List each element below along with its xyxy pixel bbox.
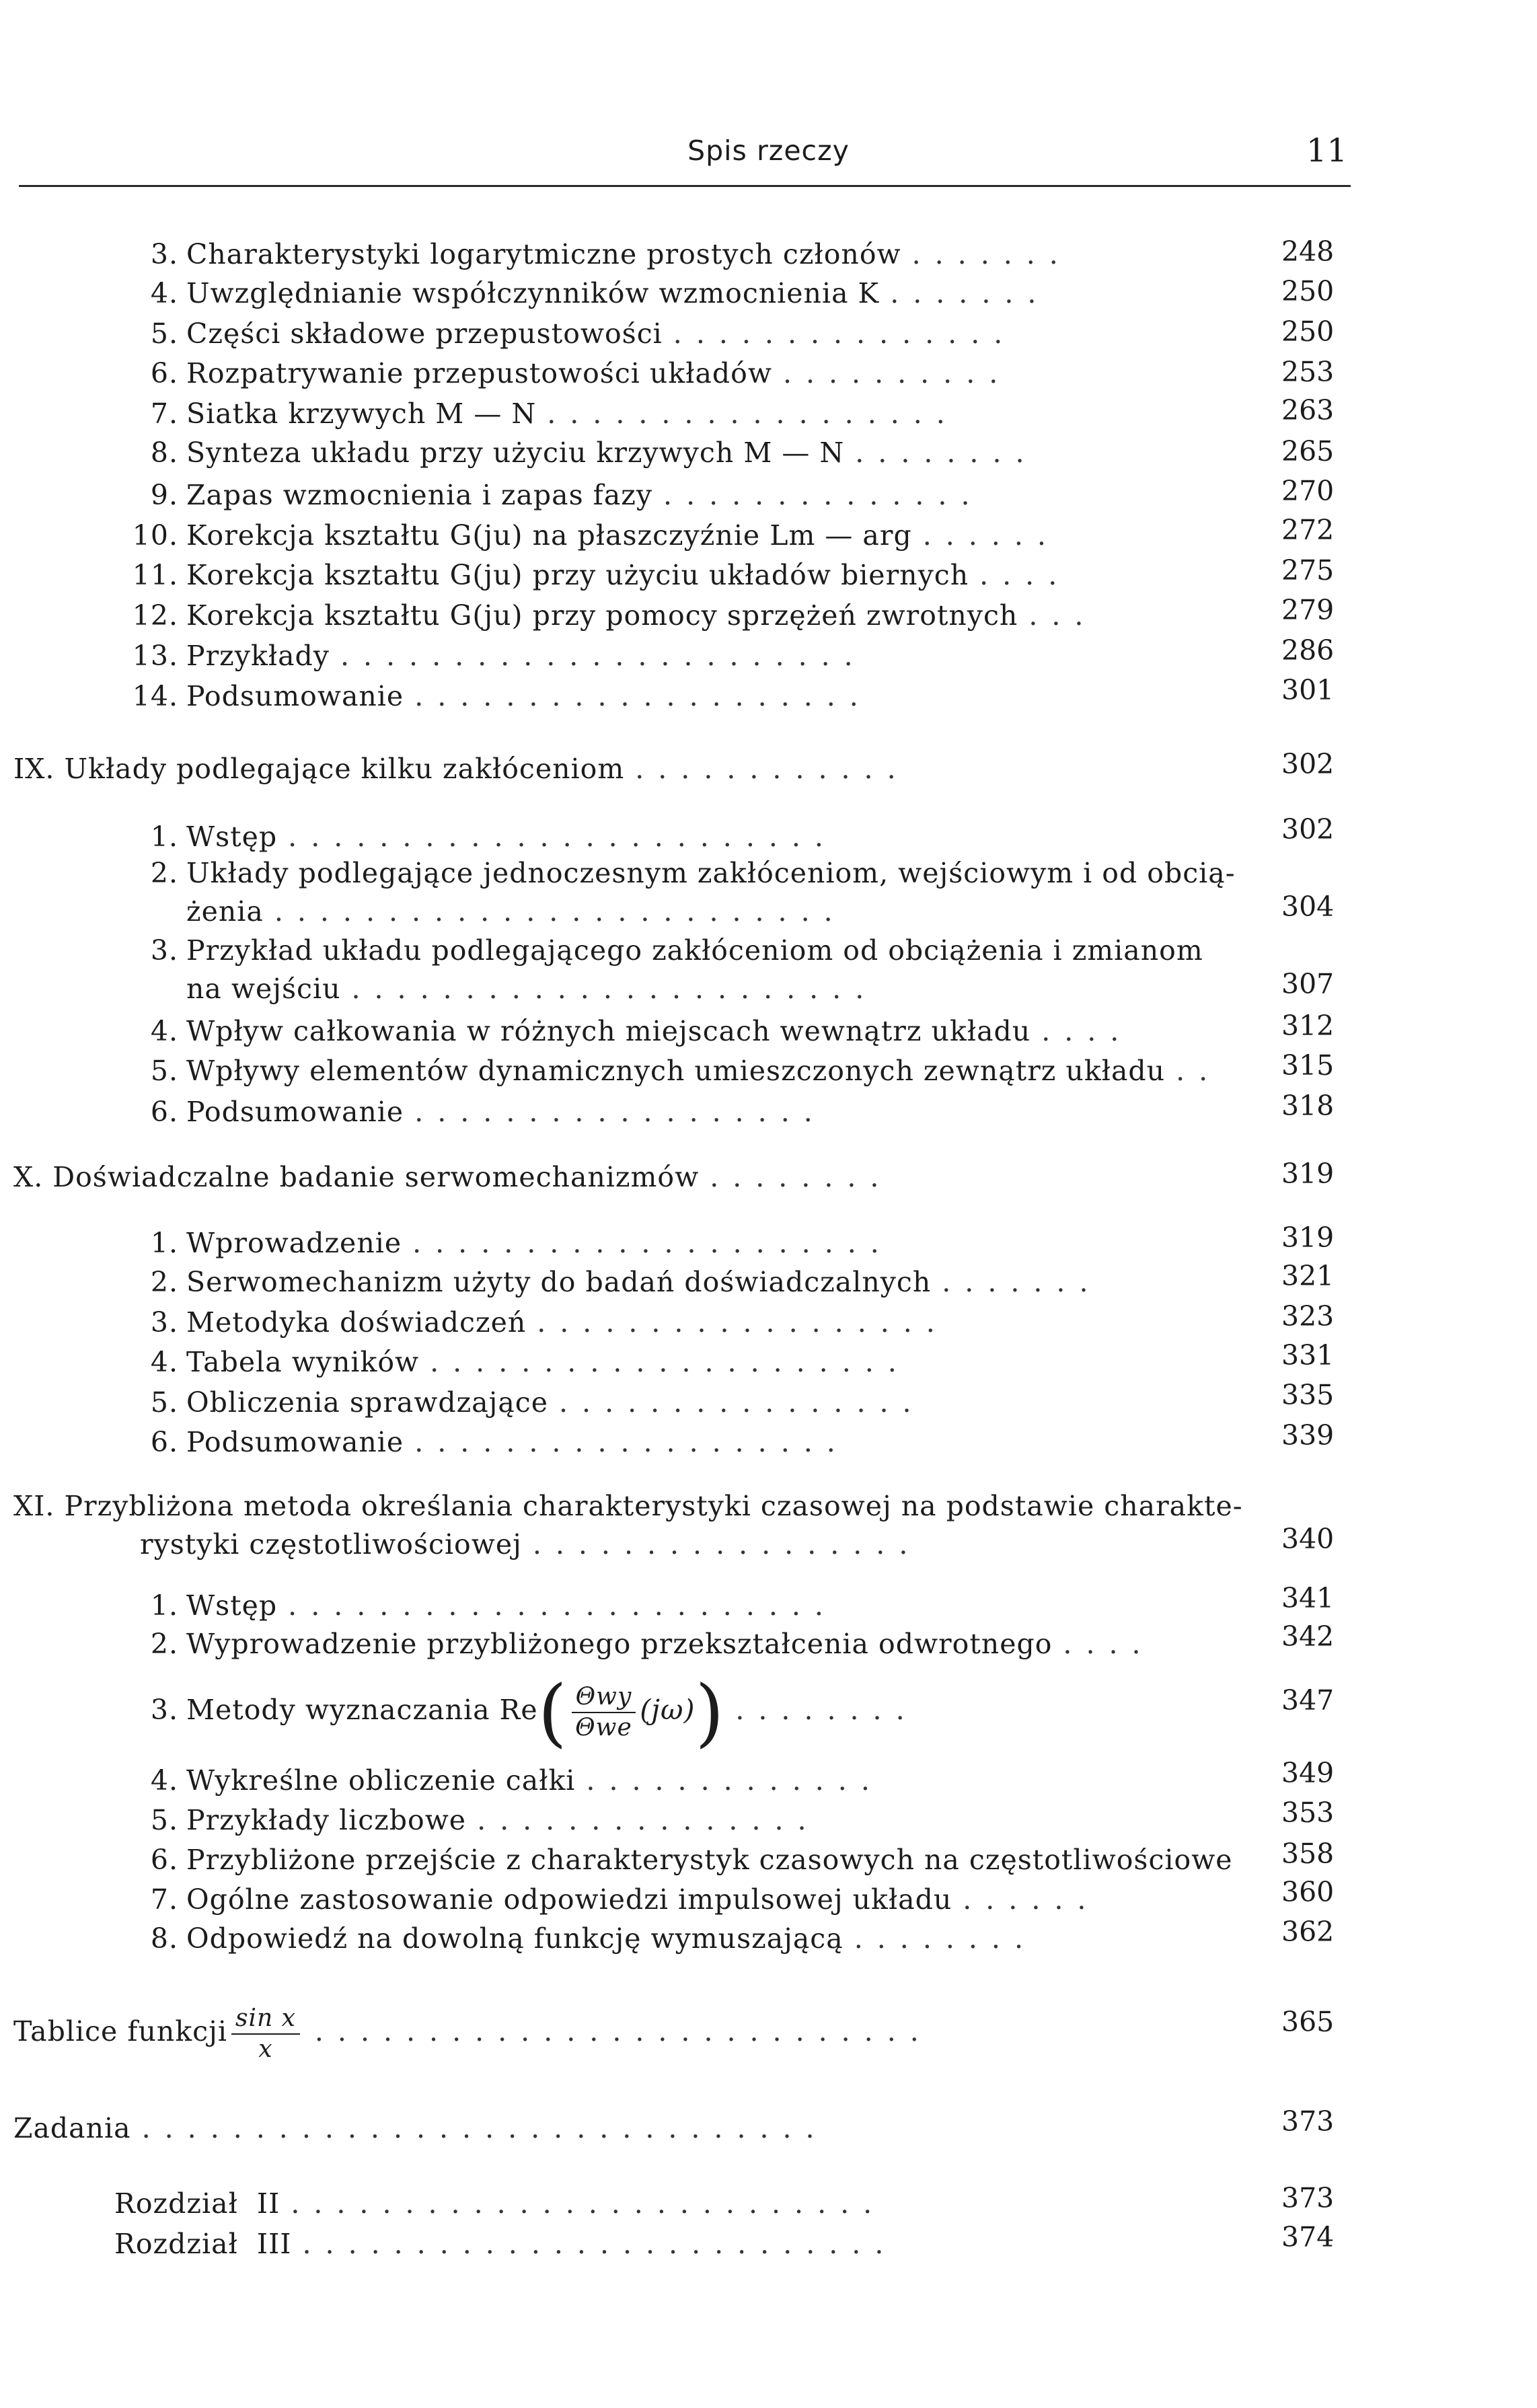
ratio-fraction: $\frac{\text{Θwy}}{\text{Θwe}}$: [572, 1682, 636, 1743]
toc-page-ref: 347: [1281, 1684, 1335, 1717]
chapter-heading-xi: XI. Przybliżona metoda określania charakterystyki czasowej na podstawie charakte-: [13, 1490, 1243, 1522]
toc-page-ref: 304: [1281, 891, 1335, 923]
toc-page-ref: 358: [1281, 1838, 1335, 1870]
tables-heading: Tablice funkcji $\frac{\text{sin x}}{x}$ ...........................: [13, 2004, 933, 2063]
toc-entry: 14. Podsumowanie ....................: [132, 680, 872, 712]
toc-entry-continuation: żenia .........................: [186, 895, 847, 928]
toc-page-ref: 302: [1281, 813, 1335, 845]
toc-page-ref: 279: [1281, 594, 1335, 626]
toc-page-ref: 339: [1281, 1419, 1335, 1452]
toc-entry: 3. Metodyka doświadczeń ..................: [150, 1306, 949, 1339]
toc-page-ref: 319: [1281, 1158, 1335, 1190]
problems-heading: Zadania ..............................: [13, 2112, 829, 2144]
toc-entry: 9. Zapas wzmocnienia i zapas fazy ..............: [150, 479, 984, 511]
right-paren: ): [695, 1669, 725, 1756]
toc-page-ref: 307: [1281, 968, 1335, 1000]
toc-entry: 6. Podsumowanie ...................: [150, 1426, 850, 1458]
toc-entry: Rozdział II ..........................: [114, 2187, 887, 2220]
toc-entry: 2. Układy podlegające jednoczesnym zakłóceniom, wejściowym i od obcią-: [150, 857, 1236, 889]
chapter-heading-continuation: rystyki częstotliwościowej .................: [140, 1528, 922, 1560]
toc-page-ref: 331: [1281, 1339, 1335, 1371]
toc-entry: 6. Przybliżone przejście z charakterystyk czasowych na częstotliwościowe: [150, 1844, 1233, 1876]
toc-page-ref: 349: [1281, 1757, 1335, 1789]
toc-page-ref: 342: [1281, 1620, 1335, 1653]
toc-entry: 8. Synteza układu przy użyciu krzywych M — N ........: [150, 437, 1039, 469]
toc-page-ref: 318: [1281, 1090, 1335, 1122]
page-number: 11: [1306, 132, 1347, 170]
toc-entry: 6. Rozpatrywanie przepustowości układów ..........: [150, 357, 1012, 389]
toc-entry: Rozdział III ..........................: [114, 2228, 898, 2260]
toc-entry: 7. Siatka krzywych M — N ..................: [150, 398, 959, 430]
toc-entry: 5. Wpływy elementów dynamicznych umieszczonych zewnątrz układu ..: [150, 1055, 1222, 1087]
toc-entry: 2. Wyprowadzenie przybliżonego przekształcenia odwrotnego ....: [150, 1628, 1155, 1660]
toc-page-ref: 286: [1281, 634, 1335, 667]
toc-entry: 5. Części składowe przepustowości ...............: [150, 317, 1017, 350]
toc-page-ref: 315: [1281, 1049, 1335, 1082]
toc-page-ref: 265: [1281, 435, 1335, 467]
toc-page-ref: 270: [1281, 475, 1335, 507]
toc-page-ref: 301: [1281, 674, 1335, 706]
toc-entry: 1. Wstęp ........................: [150, 1589, 837, 1622]
chapter-heading-x: X. Doświadczalne badanie serwomechanizmów ........: [13, 1161, 893, 1193]
toc-page-ref: 302: [1281, 748, 1335, 780]
left-paren: (: [537, 1669, 568, 1756]
toc-entry-continuation: na wejściu .......................: [186, 973, 878, 1005]
header-rule: [19, 185, 1351, 187]
toc-entry: 8. Odpowiedź na dowolną funkcję wymuszającą ........: [150, 1922, 1037, 1955]
toc-entry: 1. Wstęp ........................: [150, 821, 837, 853]
toc-page-ref: 323: [1281, 1300, 1335, 1332]
toc-page-ref: 360: [1281, 1876, 1335, 1908]
toc-page-ref: 250: [1281, 275, 1335, 307]
toc-page-ref: 353: [1281, 1797, 1335, 1829]
toc-entry: 13. Przykłady .......................: [132, 640, 867, 672]
toc-page-ref: 373: [1281, 2182, 1335, 2214]
toc-page-ref: 263: [1281, 394, 1335, 426]
toc-entry: 4. Uwzględnianie współczynników wzmocnienia K .......: [150, 277, 1051, 309]
toc-entry: 3. Przykład układu podlegającego zakłóceniom od obciążenia i zmianom: [150, 934, 1203, 967]
chapter-heading-ix: IX. Układy podlegające kilku zakłóceniom ............: [13, 753, 910, 785]
toc-page-ref: 248: [1281, 235, 1335, 268]
toc-page-ref: 335: [1281, 1379, 1335, 1411]
toc-page-ref: 250: [1281, 315, 1335, 348]
toc-entry: 4. Wpływ całkowania w różnych miejscach wewnątrz układu ....: [150, 1015, 1133, 1047]
toc-entry: 1. Wprowadzenie .....................: [150, 1227, 893, 1259]
toc-page-ref: 341: [1281, 1582, 1335, 1614]
toc-entry: 5. Obliczenia sprawdzające ................: [150, 1386, 926, 1419]
toc-entry: 2. Serwomechanizm użyty do badań doświadczalnych .......: [150, 1266, 1102, 1298]
toc-entry: 7. Ogólne zastosowanie odpowiedzi impulsowej układu ......: [150, 1883, 1100, 1916]
toc-page-ref: 362: [1281, 1916, 1335, 1948]
toc-entry: 5. Przykłady liczbowe ...............: [150, 1804, 821, 1836]
toc-entry: 6. Podsumowanie ..................: [150, 1096, 827, 1128]
toc-page-ref: 340: [1281, 1523, 1335, 1555]
toc-page-ref: 321: [1281, 1260, 1335, 1292]
toc-entry: 4. Wykreślne obliczenie całki .............: [150, 1764, 884, 1797]
toc-page-ref: 275: [1281, 554, 1335, 587]
toc-entry: 4. Tabela wyników .....................: [150, 1346, 911, 1378]
toc-entry: 11. Korekcja kształtu G(ju) przy użyciu układów biernych ....: [132, 559, 1072, 591]
running-header-title: Spis rzeczy: [687, 135, 850, 167]
sinx-over-x-fraction: $\frac{\text{sin x}}{x}$: [231, 2004, 300, 2064]
toc-entry: 12. Korekcja kształtu G(ju) przy pomocy sprzężeń zwrotnych ...: [132, 599, 1098, 632]
toc-entry: 10. Korekcja kształtu G(ju) na płaszczyźnie Lm — arg ......: [132, 519, 1060, 552]
toc-page-ref: 374: [1281, 2221, 1335, 2253]
toc-entry: 3. Charakterystyki logarytmiczne prostych członów .......: [150, 238, 1072, 270]
toc-entry-formula: 3. Metody wyznaczania Re( $\frac{\text{Θwy}}{\text{Θwe}}$ (jω)) ........: [150, 1669, 919, 1756]
toc-page-ref: 272: [1281, 514, 1335, 546]
toc-page-ref: 253: [1281, 356, 1335, 388]
toc-page-ref: 365: [1281, 2006, 1335, 2038]
toc-page-ref: 373: [1281, 2105, 1335, 2138]
toc-page-ref: 312: [1281, 1010, 1335, 1042]
toc-page-ref: 319: [1281, 1221, 1335, 1254]
